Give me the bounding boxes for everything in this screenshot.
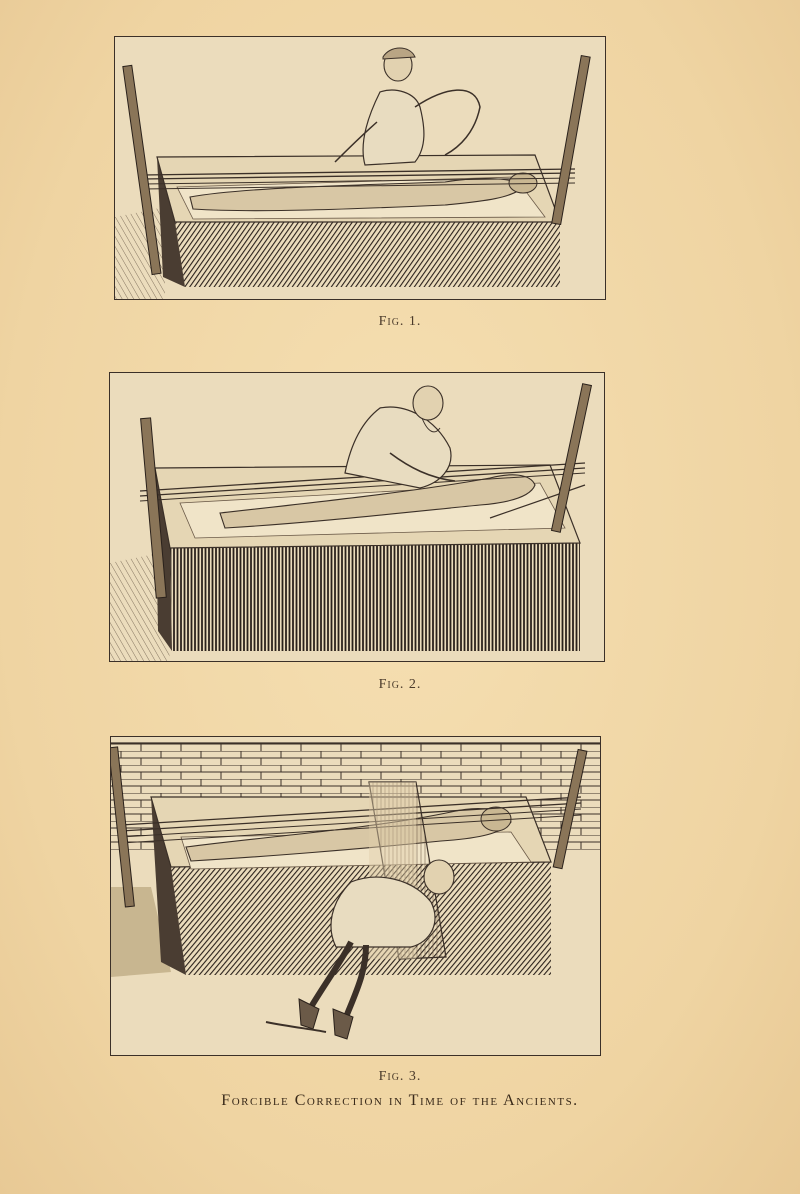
figure-2-caption: Fig. 2.	[378, 677, 422, 692]
figure-3-caption: Fig. 3.	[378, 1069, 422, 1084]
figure-2-engraving	[109, 372, 605, 662]
figure-3-engraving	[110, 736, 601, 1056]
plate-title: Forcible Correction in Time of the Ancients.	[221, 1092, 579, 1109]
figure-1-caption: Fig. 1.	[378, 314, 422, 329]
figure-1-engraving	[114, 36, 606, 300]
